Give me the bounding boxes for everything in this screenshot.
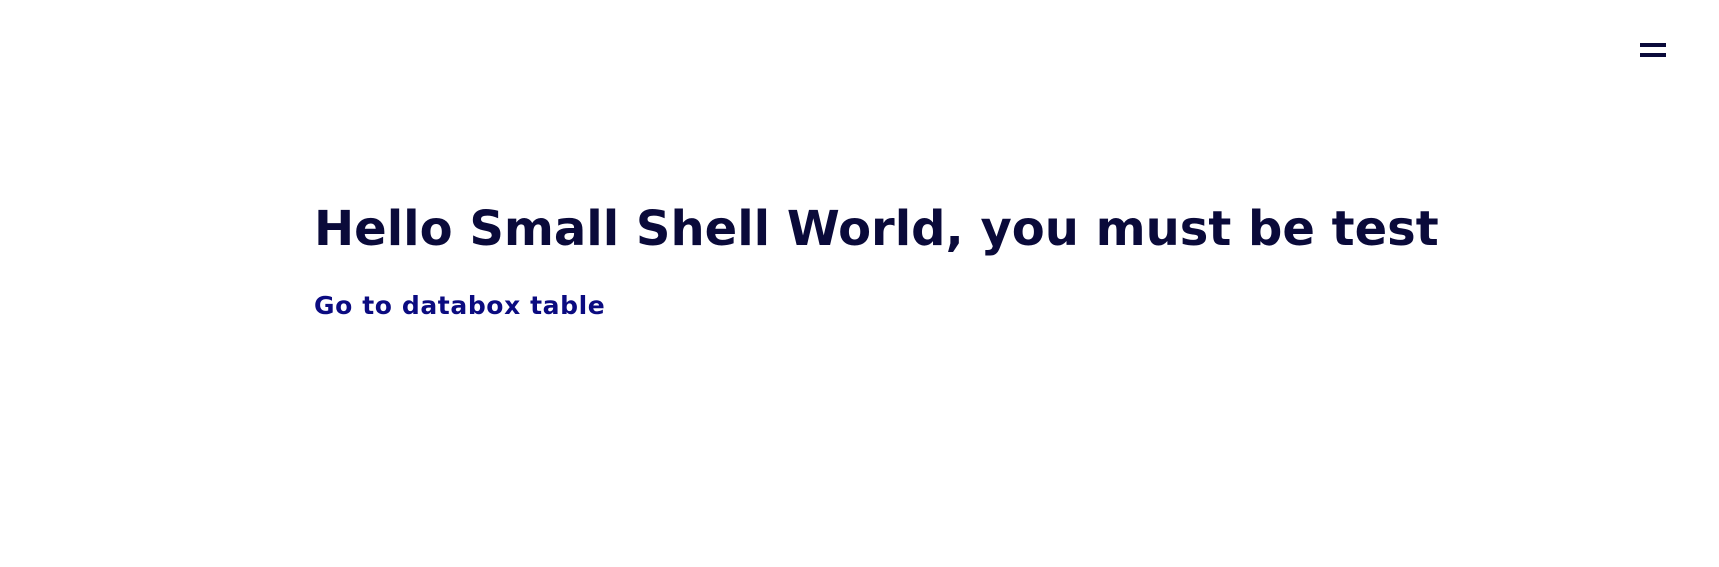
menu-icon-bar-bottom (1640, 53, 1666, 57)
menu-icon-bar-top (1640, 43, 1666, 47)
page-title: Hello Small Shell World, you must be test (314, 201, 1439, 257)
menu-button[interactable] (1632, 30, 1674, 68)
databox-table-link[interactable]: Go to databox table (314, 291, 606, 320)
hamburger-menu-icon[interactable] (1640, 39, 1666, 59)
main-content (314, 198, 1439, 322)
